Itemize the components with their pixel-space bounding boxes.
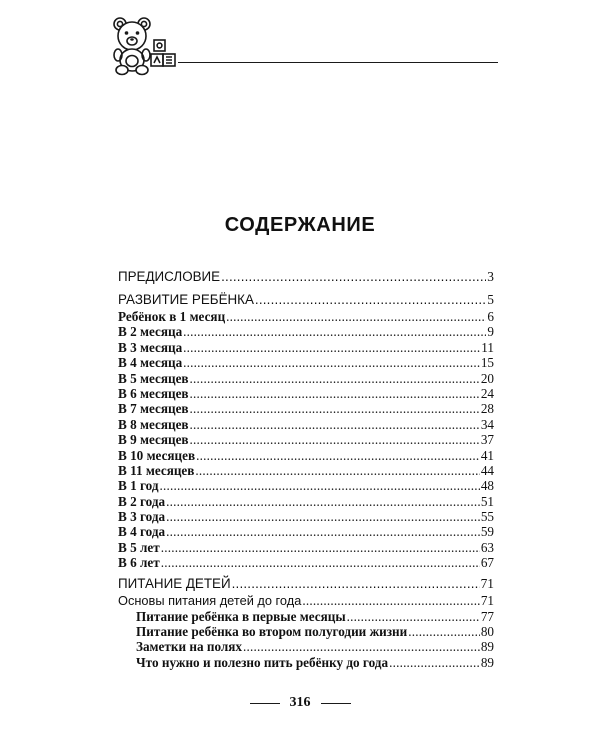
toc-entry-page: 6 [487, 309, 494, 324]
toc-entry [118, 494, 494, 509]
toc-entry [118, 432, 494, 447]
toc-entry [118, 340, 494, 355]
page-title: СОДЕРЖАНИЕ [224, 214, 376, 236]
toc-entry-page: 34 [480, 416, 494, 432]
toc-dot-leader [190, 401, 480, 416]
toc-entry-label: В 4 месяца [118, 355, 183, 371]
toc-entry [118, 448, 494, 463]
toc-entry-label: В 9 месяцев [118, 432, 189, 448]
toc-entry-page: 89 [480, 639, 494, 655]
toc-dot-leader [161, 555, 480, 570]
toc-entry-label: В 2 месяца [118, 324, 183, 340]
toc-entry [118, 291, 494, 310]
toc-entry [118, 655, 494, 670]
toc-entry-label: Заметки на полях [136, 639, 242, 655]
toc-entry-page: 28 [480, 401, 494, 417]
toc-entry [118, 268, 494, 287]
toc-entry-page: 71 [480, 593, 494, 609]
toc-dot-leader [408, 624, 480, 639]
toc-dot-leader [166, 494, 480, 509]
toc-entry-page: 41 [480, 447, 494, 463]
toc-dot-leader [243, 639, 480, 654]
toc-entry [118, 524, 494, 539]
toc-entry [118, 509, 494, 524]
toc-entry-label: Основы питания детей до года [118, 593, 302, 609]
toc-entry-page: 48 [480, 478, 494, 494]
toc-entry [118, 540, 494, 555]
toc-entry [118, 624, 494, 639]
toc-dot-leader [190, 417, 480, 432]
toc-entry-label: В 8 месяцев [118, 416, 189, 432]
toc-dot-leader [196, 448, 480, 463]
toc-entry-page: 9 [487, 324, 494, 340]
toc-entry-page: 37 [480, 432, 494, 448]
toc-entry-label: В 2 года [118, 493, 166, 509]
toc-dot-leader [183, 340, 480, 355]
toc-dot-leader [195, 463, 479, 478]
toc-entry-label: В 3 года [118, 509, 166, 525]
header-rule [178, 62, 498, 63]
toc-entry [118, 463, 494, 478]
footer-dash-right [321, 703, 351, 704]
toc-dot-leader [190, 386, 480, 401]
toc-dot-leader [302, 593, 479, 608]
toc-entry-page: 80 [480, 623, 494, 639]
toc-entry-page: 20 [480, 370, 494, 386]
toc-entry-page: 15 [480, 355, 494, 371]
toc-entry [118, 593, 494, 608]
toc-entry-page: 55 [480, 509, 494, 525]
toc-dot-leader [190, 432, 480, 447]
toc-entry-label: В 7 месяцев [118, 401, 189, 417]
toc-entry [118, 555, 494, 570]
toc-dot-leader [160, 478, 480, 493]
toc-entry [118, 371, 494, 386]
toc-entry-page: 77 [480, 608, 494, 624]
toc-dot-leader [183, 324, 486, 339]
toc-entry [118, 324, 494, 339]
toc-entry-label: В 5 лет [118, 539, 160, 555]
toc-dot-leader [161, 540, 480, 555]
toc-dot-leader [389, 655, 480, 670]
page-footer [0, 695, 600, 711]
page-number: 316 [289, 695, 311, 710]
toc-entry-label: Питание ребёнка в первые месяцы [136, 608, 346, 624]
toc-entry-page: 51 [480, 493, 494, 509]
toc-entry-label: Питание ребёнка во втором полугодии жизни [136, 623, 408, 639]
toc-entry-page: 89 [480, 654, 494, 670]
toc-entry-label: В 11 месяцев [118, 462, 195, 478]
toc-entry [118, 417, 494, 432]
teddy-bear-with-blocks-icon [110, 14, 176, 76]
toc-dot-leader [221, 268, 486, 287]
toc-entry-label: В 5 месяцев [118, 370, 189, 386]
toc-dot-leader [347, 609, 480, 624]
toc-entry-label: В 10 месяцев [118, 447, 196, 463]
toc-dot-leader [226, 309, 486, 324]
toc-dot-leader [255, 291, 486, 310]
toc-entry-label: ПИТАНИЕ ДЕТЕЙ [118, 575, 231, 591]
toc-entry-label: В 1 год [118, 478, 159, 494]
toc-entry-label: ПРЕДИСЛОВИЕ [118, 269, 221, 284]
toc-dot-leader [232, 575, 480, 594]
toc-entry [118, 386, 494, 401]
toc-entry [118, 609, 494, 624]
toc-entry-page: 59 [480, 524, 494, 540]
toc-entry-label: В 3 месяца [118, 339, 183, 355]
footer-dash-left [250, 703, 280, 704]
toc-entry [118, 575, 494, 594]
toc-entry [118, 309, 494, 324]
toc-entry-label: В 6 лет [118, 555, 160, 571]
toc-dot-leader [190, 371, 480, 386]
table-of-contents [118, 268, 494, 670]
toc-dot-leader [183, 355, 480, 370]
toc-entry-label: Что нужно и полезно пить ребёнку до года [136, 654, 389, 670]
toc-entry-label: РАЗВИТИЕ РЕБЁНКА [118, 291, 254, 307]
toc-entry-page: 67 [480, 555, 494, 571]
toc-entry-label: В 6 месяцев [118, 385, 189, 401]
toc-dot-leader [166, 509, 480, 524]
toc-entry-page: 3 [487, 269, 494, 284]
toc-entry [118, 401, 494, 416]
toc-entry-label: Ребёнок в 1 месяц [118, 309, 226, 324]
toc-entry-page: 71 [480, 575, 494, 591]
toc-entry-page: 63 [480, 539, 494, 555]
toc-entry-page: 24 [480, 385, 494, 401]
toc-dot-leader [166, 524, 480, 539]
toc-entry-page: 44 [480, 462, 494, 478]
toc-entry-label: В 4 года [118, 524, 166, 540]
toc-entry [118, 478, 494, 493]
toc-entry-page: 5 [487, 291, 494, 307]
page-header [0, 0, 600, 80]
toc-entry [118, 355, 494, 370]
toc-entry [118, 639, 494, 654]
toc-entry-page: 11 [481, 339, 494, 355]
